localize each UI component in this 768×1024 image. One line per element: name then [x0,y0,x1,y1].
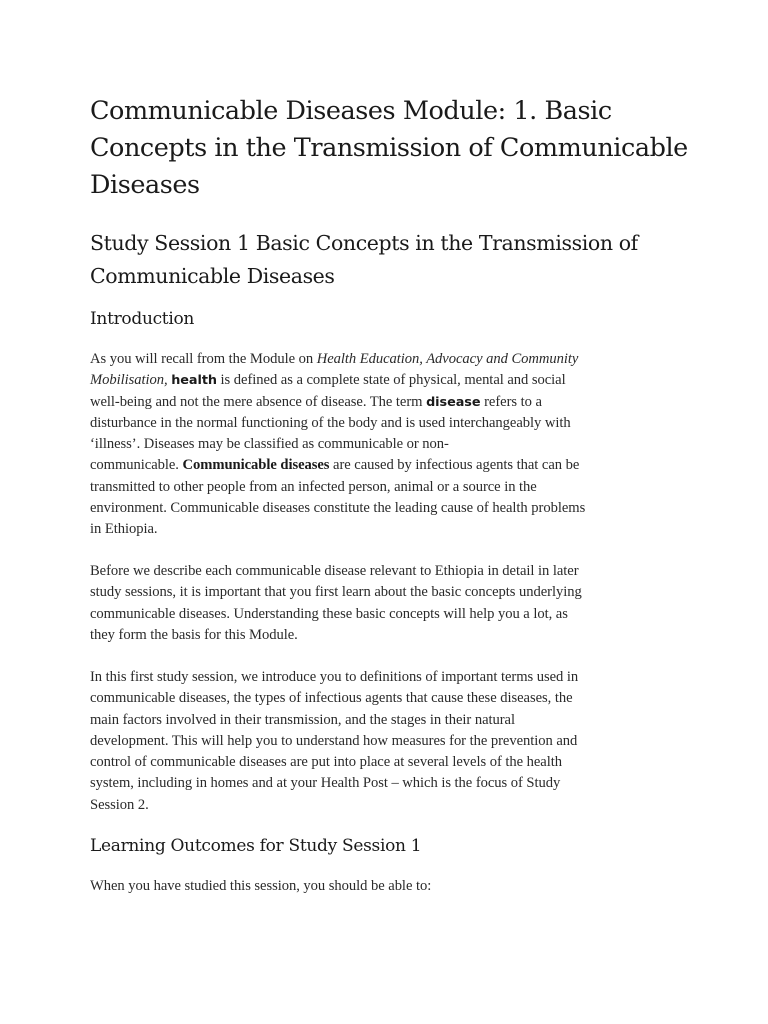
term-health: health [171,373,217,389]
module-name-emphasis: Mobilisation, [90,372,168,389]
text-run: is defined as a complete state of physical, mental and social [216,372,566,389]
introduction-heading: Introduction [90,309,195,329]
text-line: they form the basis for this Module. [90,626,298,643]
text-line: disturbance in the normal functioning of the body and is used interchangeably with [90,414,571,431]
text-line [90,349,675,370]
module-name-emphasis: Health Education, Advocacy and Community [316,351,579,367]
text-run: well-being and not the mere absence of disease. The term [90,393,427,410]
term-communicable-diseases: Communicable diseases [182,457,330,474]
text-line: When you have studied this session, you should be able to: [90,878,432,894]
text-line: system, including in homes and at your Health Post – which is the focus of Study [90,775,561,792]
text-line: ‘illness’. Diseases may be classified as communicable or non- [90,436,449,453]
text-line: communicable diseases. Understanding these basic concepts will help you a lot, as [90,605,568,622]
text-line [90,370,675,391]
learning-outcomes-intro [90,876,675,897]
text-line: main factors involved in their transmission, and the stages in their natural [90,711,515,728]
text-line [90,455,675,476]
document-title-line-3: Diseases [90,170,200,200]
learning-outcomes-heading: Learning Outcomes for Study Session 1 [90,836,422,856]
text-line: development. This will help you to understand how measures for the prevention and [90,732,578,749]
text-line: Session 2. [90,796,149,813]
text-line: Before we describe each communicable disease relevant to Ethiopia in detail in later [90,563,579,579]
session-title [90,227,680,293]
paragraph-before-we-describe [90,561,675,646]
session-title-line-1: Study Session 1 Basic Concepts in the Transmission of [90,231,638,255]
term-disease: disease [426,394,481,410]
document-title [90,93,688,204]
text-run: are caused by infectious agents that can be [329,457,580,474]
text-line: In this first study session, we introduce you to definitions of important terms used in [90,669,579,685]
text-run: refers to a [480,393,542,410]
text-line: study sessions, it is important that you first learn about the basic concepts underlying [90,584,582,601]
text-line: in Ethiopia. [90,521,158,538]
text-run: communicable. [90,457,183,474]
session-title-line-2: Communicable Diseases [90,264,335,288]
text-run: As you will recall from the Module on [90,351,317,367]
text-line: control of communicable diseases are put into place at several levels of the health [90,754,562,771]
document-title-line-2: Concepts in the Transmission of Communicable [90,133,688,163]
text-line [90,392,675,413]
document-title-line-1: Communicable Diseases Module: 1. Basic [90,96,612,126]
introduction-paragraph [90,349,675,541]
text-line: communicable diseases, the types of infectious agents that cause these diseases, the [90,690,573,707]
text-line: environment. Communicable diseases constitute the leading cause of health problems [90,500,586,517]
text-line: transmitted to other people from an infected person, animal or a source in the [90,478,537,495]
paragraph-first-study-session [90,667,675,816]
